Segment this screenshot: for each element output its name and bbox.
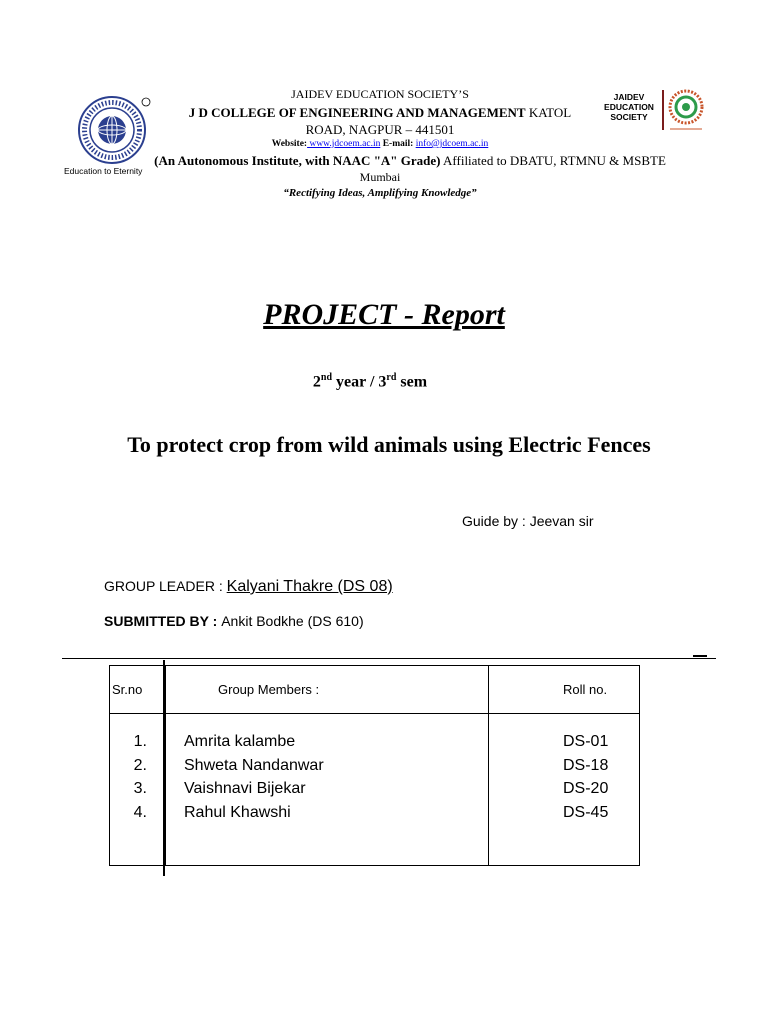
list-item: Shweta Nandanwar: [184, 756, 324, 774]
accreditation-line: (An Autonomous Institute, with NAAC "A" Grade) Affiliated to DBATU, RTMNU & MSBTE: [154, 153, 666, 168]
header-roll-no: Roll no.: [489, 666, 640, 714]
year-semester: 2nd year / 3rd sem: [312, 372, 428, 391]
list-item: DS-20: [563, 780, 609, 797]
list-item: 2.: [133, 756, 147, 774]
divider-mark: [693, 655, 707, 657]
header-group-members: Group Members :: [166, 666, 489, 714]
group-leader: GROUP LEADER : Kalyani Thakre (DS 08): [104, 578, 393, 595]
website-link[interactable]: www.jdcoem.ac.in: [307, 139, 381, 149]
list-item: 1.: [133, 733, 147, 750]
society-emblem-icon: [666, 88, 706, 134]
list-item: Amrita kalambe: [184, 733, 296, 750]
table-body-row: [110, 714, 640, 866]
logo-tagline: Education to Eternity: [64, 166, 143, 176]
guide-name: Guide by : Jeevan sir: [462, 513, 594, 529]
member-names: [166, 714, 489, 866]
list-item: DS-18: [563, 756, 609, 774]
society-name: JAIDEV EDUCATION SOCIETY’S: [291, 87, 469, 101]
submitted-by: SUBMITTED BY : Ankit Bodkhe (DS 610): [104, 613, 364, 629]
serial-numbers: [110, 714, 166, 866]
college-address: ROAD, NAGPUR – 441501: [305, 122, 455, 137]
contact-line: Website: www.jdcoem.ac.in E-mail: info@jdcoem.ac.in: [271, 139, 489, 149]
list-item: DS-45: [563, 803, 609, 821]
accreditation-city: Mumbai: [359, 170, 401, 184]
header-sr-no: Sr.no: [110, 666, 166, 714]
list-item: DS-01: [563, 733, 609, 750]
logo-divider: [662, 90, 664, 130]
project-topic: To protect crop from wild animals using Electric Fences: [127, 432, 651, 457]
horizontal-divider: [62, 658, 716, 659]
college-motto: “Rectifying Ideas, Amplifying Knowledge”: [283, 187, 477, 199]
vertical-divider: [163, 660, 165, 876]
society-logo-text: JAIDEV EDUCATION SOCIETY: [604, 92, 654, 122]
table-header-row: [110, 666, 640, 714]
list-item: 4.: [133, 803, 147, 821]
email-link[interactable]: info@jdcoem.ac.in: [415, 139, 489, 149]
list-item: 3.: [133, 780, 147, 797]
page-title: PROJECT - Report: [263, 298, 505, 331]
list-item: Vaishnavi Bijekar: [184, 780, 306, 797]
list-item: Rahul Khawshi: [184, 803, 291, 821]
roll-numbers: [489, 714, 640, 866]
members-table: [109, 665, 640, 866]
college-name: J D COLLEGE OF ENGINEERING AND MANAGEMENT KATOL: [188, 105, 572, 120]
